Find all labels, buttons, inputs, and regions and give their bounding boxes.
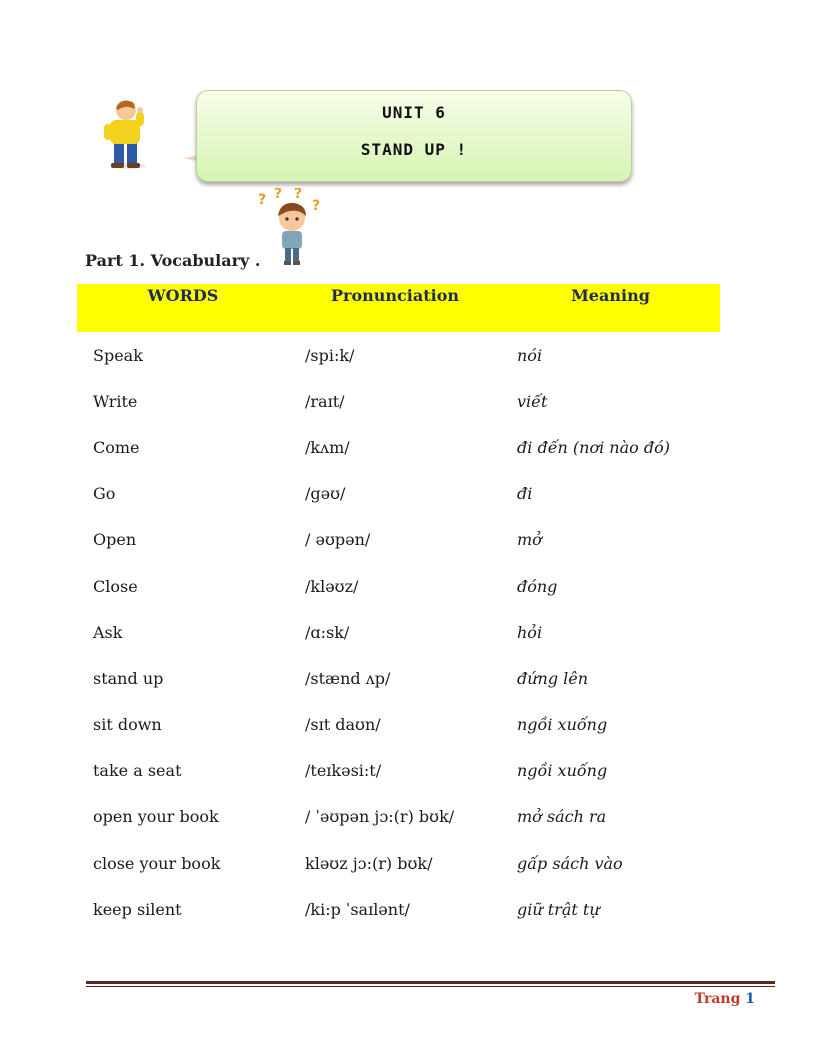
table-row [77, 378, 720, 424]
meaning-cell: đi [517, 484, 533, 504]
svg-text:?: ? [312, 198, 321, 214]
table-row [77, 332, 720, 378]
meaning-cell: đi đến (nơi nào đó) [517, 437, 670, 457]
pronunciation-cell: /ɑ:sk/ [305, 622, 350, 642]
footer-rule-thin [86, 986, 775, 987]
pronunciation-cell: / ˈəʊpən jɔ:(r) bʊk/ [305, 807, 455, 827]
meaning-cell: mở [517, 530, 542, 550]
svg-text:?: ? [258, 192, 267, 208]
meaning-cell: hỏi [517, 622, 543, 642]
meaning-cell: viết [517, 391, 548, 411]
table-row [77, 424, 720, 470]
word-cell: close your book [93, 853, 221, 873]
pronunciation-cell: /kʌm/ [305, 437, 350, 457]
footer-rule-thick [86, 981, 775, 984]
word-cell: Close [93, 576, 138, 596]
meaning-cell: đứng lên [517, 668, 589, 688]
word-cell: Ask [93, 622, 123, 642]
pronunciation-cell: /teɪkəsi:t/ [305, 761, 382, 781]
unit-title: STAND UP ! [360, 140, 468, 159]
pronunciation-cell: /raɪt/ [305, 391, 345, 411]
page-number [695, 991, 755, 1007]
table-row [77, 748, 720, 794]
word-cell: Come [93, 437, 140, 457]
meaning-cell: giữ trật tự [517, 899, 600, 919]
column-header-pronunciation: Pronunciation [289, 284, 501, 332]
svg-text:?: ? [274, 188, 283, 202]
table-row [77, 517, 720, 563]
meaning-cell: gấp sách vào [517, 853, 623, 873]
unit-number: UNIT 6 [382, 103, 446, 122]
column-header-words: WORDS [77, 284, 289, 332]
pronunciation-cell: /kləʊz/ [305, 576, 359, 596]
word-cell: Open [93, 530, 137, 550]
table-header-row [77, 284, 720, 332]
table-row [77, 609, 720, 655]
vocabulary-table [77, 284, 720, 932]
boy-thinking-illustration [100, 100, 200, 176]
section-title: Part 1. Vocabulary . [85, 251, 261, 270]
pronunciation-cell: /stænd ʌp/ [305, 668, 391, 688]
table-row [77, 471, 720, 517]
pronunciation-cell: /sɪt daʊn/ [305, 715, 381, 735]
word-cell: Write [93, 391, 138, 411]
pronunciation-cell: /ki:p ˈsaɪlənt/ [305, 899, 410, 919]
meaning-cell: đóng [517, 576, 558, 596]
word-cell: Speak [93, 345, 143, 365]
word-cell: open your book [93, 807, 219, 827]
unit-title-box [196, 90, 632, 182]
svg-text:?: ? [294, 188, 303, 202]
pronunciation-cell: /spi:k/ [305, 345, 355, 365]
meaning-cell: ngồi xuống [517, 715, 608, 735]
table-row [77, 655, 720, 701]
meaning-cell: ngồi xuống [517, 761, 608, 781]
table-row [77, 886, 720, 932]
pronunciation-cell: / əʊpən/ [305, 530, 371, 550]
pronunciation-cell: kləʊz jɔ:(r) bʊk/ [305, 853, 433, 873]
table-row [77, 840, 720, 886]
word-cell: keep silent [93, 899, 182, 919]
table-row [77, 794, 720, 840]
word-cell: Go [93, 484, 116, 504]
column-header-meaning: Meaning [501, 284, 720, 332]
meaning-cell: mở sách ra [517, 807, 607, 827]
page-label: Trang [694, 991, 741, 1007]
word-cell: take a seat [93, 761, 182, 781]
table-row [77, 563, 720, 609]
table-row [77, 702, 720, 748]
meaning-cell: nói [517, 345, 543, 365]
word-cell: sit down [93, 715, 162, 735]
word-cell: stand up [93, 668, 164, 688]
boy-question-marks-illustration [256, 188, 328, 272]
pronunciation-cell: /gəʊ/ [305, 484, 346, 504]
page-number-value: 1 [745, 991, 755, 1007]
